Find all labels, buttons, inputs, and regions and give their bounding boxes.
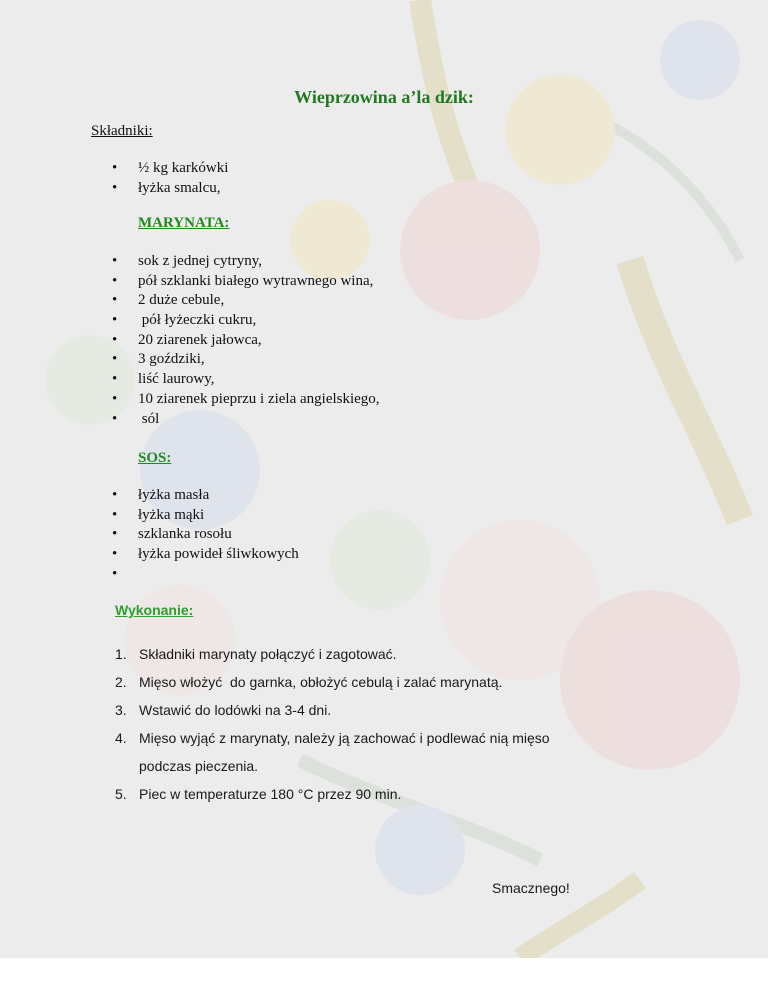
step-text: Mięso wyjąć z marynaty, należy ją zachować i podlewać nią mięso <box>139 730 550 746</box>
step-item <box>115 696 675 724</box>
list-item: • łyżka mąki <box>112 506 299 526</box>
step-continuation <box>115 752 675 780</box>
list-item: • pół szklanki białego wytrawnego wina, <box>112 272 380 292</box>
method-label: Wykonanie: <box>115 602 194 618</box>
list-item: • 10 ziarenek pieprzu i ziela angielskiego, <box>112 390 380 410</box>
list-item: • 20 ziarenek jałowca, <box>112 331 380 351</box>
list-item: • ½ kg karkówki <box>112 159 228 179</box>
ingredients-label: Składniki: <box>91 123 153 139</box>
step-text: Mięso włożyć do garnka, obłożyć cebulą i zalać marynatą. <box>139 674 503 690</box>
list-item: • 2 duże cebule, <box>112 291 380 311</box>
list-item: • sól <box>112 410 380 430</box>
method-steps <box>115 640 675 808</box>
marinade-list <box>112 252 380 429</box>
step-item <box>115 780 675 808</box>
step-number: 5. <box>115 786 127 802</box>
list-item: • łyżka powideł śliwkowych <box>112 545 299 565</box>
list-item: • pół łyżeczki cukru, <box>112 311 380 331</box>
step-text: Piec w temperaturze 180 °C przez 90 min. <box>139 786 402 802</box>
list-item: • 3 goździki, <box>112 350 380 370</box>
step-text: Składniki marynaty połączyć i zagotować. <box>139 646 397 662</box>
step-text: Wstawić do lodówki na 3-4 dni. <box>139 702 332 718</box>
marinade-label: MARYNATA: <box>138 215 230 231</box>
step-item <box>115 668 675 696</box>
list-item: • szklanka rosołu <box>112 525 299 545</box>
list-item: • liść laurowy, <box>112 370 380 390</box>
closing-text: Smacznego! <box>492 880 570 896</box>
step-item <box>115 640 675 668</box>
step-item <box>115 724 675 752</box>
step-number: 1. <box>115 646 127 662</box>
step-number: 2. <box>115 674 127 690</box>
list-item <box>112 565 299 585</box>
list-item: • łyżka masła <box>112 486 299 506</box>
sauce-list <box>112 486 299 584</box>
recipe-title: Wieprzowina a’la dzik: <box>294 87 474 107</box>
list-item: • sok z jednej cytryny, <box>112 252 380 272</box>
step-number: 4. <box>115 730 127 746</box>
list-item: • łyżka smalcu, <box>112 179 228 199</box>
step-text: podczas pieczenia. <box>139 758 259 774</box>
step-number: 3. <box>115 702 127 718</box>
ingredients-list <box>112 159 228 198</box>
sauce-label: SOS: <box>138 450 172 466</box>
